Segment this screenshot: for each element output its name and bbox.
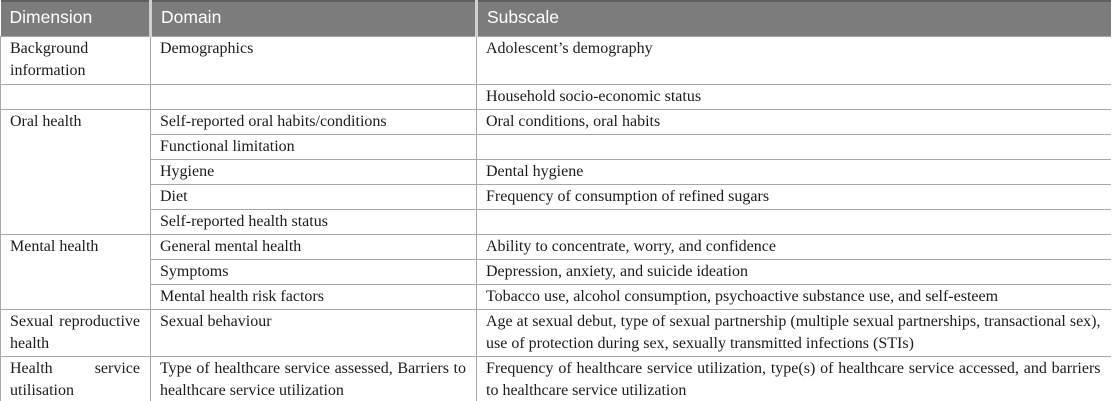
cell-subscale: Oral conditions, oral habits bbox=[477, 109, 1111, 134]
table-body bbox=[1, 36, 1111, 401]
cell-domain: Self-reported health status bbox=[151, 209, 477, 234]
cell-domain: Diet bbox=[151, 184, 477, 209]
cell-domain: Demographics bbox=[151, 36, 477, 84]
cell-domain: General mental health bbox=[151, 234, 477, 259]
table-row bbox=[1, 209, 1111, 234]
table-row bbox=[1, 356, 1111, 401]
cell-dimension bbox=[1, 84, 151, 109]
table-row bbox=[1, 134, 1111, 159]
table-row bbox=[1, 159, 1111, 184]
cell-subscale: Ability to concentrate, worry, and confidence bbox=[477, 234, 1111, 259]
cell-subscale: Dental hygiene bbox=[477, 159, 1111, 184]
cell-subscale: Depression, anxiety, and suicide ideation bbox=[477, 259, 1111, 284]
cell-dimension: Oral health bbox=[1, 109, 151, 234]
cell-subscale: Adolescent’s demography bbox=[477, 36, 1111, 84]
table-row bbox=[1, 36, 1111, 84]
cell-domain: Functional limitation bbox=[151, 134, 477, 159]
cell-dimension: Background information bbox=[1, 36, 151, 84]
cell-subscale: Frequency of healthcare service utilization, type(s) of healthcare service accessed, and barriers to healthcare service utilization bbox=[477, 356, 1111, 401]
cell-subscale: Frequency of consumption of refined sugars bbox=[477, 184, 1111, 209]
table-row bbox=[1, 284, 1111, 309]
cell-subscale bbox=[477, 134, 1111, 159]
table-header bbox=[1, 1, 1111, 36]
cell-domain bbox=[151, 84, 477, 109]
cell-domain: Sexual behaviour bbox=[151, 309, 477, 356]
table-row bbox=[1, 234, 1111, 259]
header-row bbox=[1, 1, 1111, 36]
cell-subscale: Age at sexual debut, type of sexual partnership (multiple sexual partnerships, transactional sex), use of protection during sex, sexually transmitted infections (STIs) bbox=[477, 309, 1111, 356]
cell-domain: Type of healthcare service assessed, Barriers to healthcare service utilization bbox=[151, 356, 477, 401]
table-row bbox=[1, 184, 1111, 209]
cell-subscale: Household socio-economic status bbox=[477, 84, 1111, 109]
cell-domain: Mental health risk factors bbox=[151, 284, 477, 309]
cell-subscale bbox=[477, 209, 1111, 234]
cell-dimension: Mental health bbox=[1, 234, 151, 309]
table-row bbox=[1, 259, 1111, 284]
table-row bbox=[1, 109, 1111, 134]
cell-subscale: Tobacco use, alcohol consumption, psychoactive substance use, and self-esteem bbox=[477, 284, 1111, 309]
header-cell-domain: Domain bbox=[151, 1, 477, 36]
cell-domain: Self-reported oral habits/conditions bbox=[151, 109, 477, 134]
header-cell-dimension: Dimension bbox=[1, 1, 151, 36]
table-row bbox=[1, 309, 1111, 356]
cell-domain: Symptoms bbox=[151, 259, 477, 284]
cell-dimension: Sexual reproductive health bbox=[1, 309, 151, 356]
header-cell-subscale: Subscale bbox=[477, 1, 1111, 36]
cell-dimension: Health service utilisation bbox=[1, 356, 151, 401]
table-row bbox=[1, 84, 1111, 109]
cell-domain: Hygiene bbox=[151, 159, 477, 184]
